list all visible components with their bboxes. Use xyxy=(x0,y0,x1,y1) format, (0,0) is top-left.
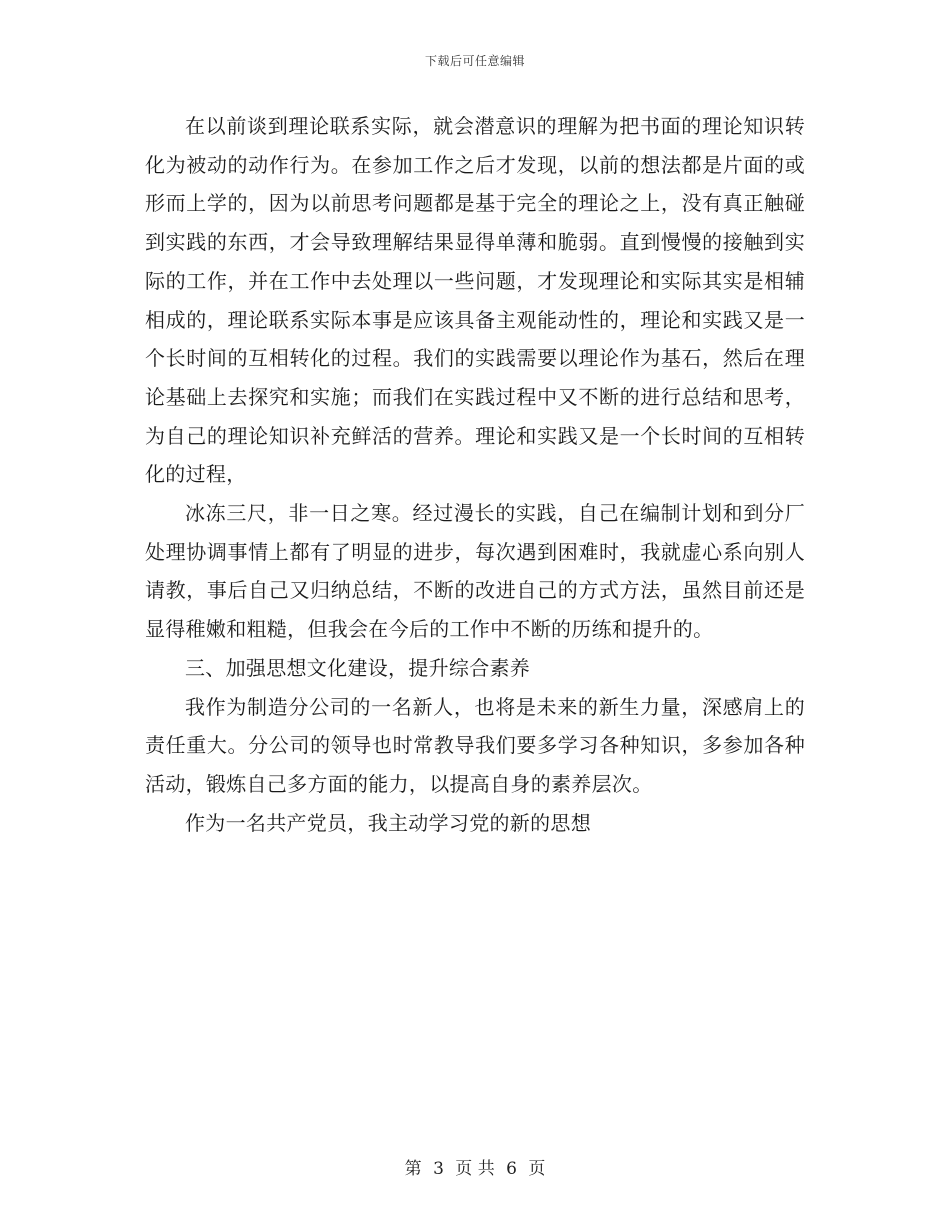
footer-suffix: 页 xyxy=(528,1159,546,1179)
page-number: 3 xyxy=(433,1159,444,1179)
footer-prefix: 第 xyxy=(404,1159,422,1179)
footer-middle: 页 共 xyxy=(455,1159,495,1179)
document-body xyxy=(145,107,805,842)
section-heading: 三、加强思想文化建设，提升综合素养 xyxy=(185,655,531,680)
paragraph-responsibility: 我作为制造分公司的一名新人，也将是未来的新生力量，深感肩上的责任重大。分公司的领导也时常教导我们要多学习各种知识，多参加各种活动，锻炼自己多方面的能力，以提高自身的素养层次。 xyxy=(145,694,805,796)
paragraph-theory-practice: 在以前谈到理论联系实际，就会潜意识的理解为把书面的理论知识转化为被动的动作行为。在参加工作之后才发现，以前的想法都是片面的或形而上学的，因为以前思考问题都是基于完全的理论之上，没有真正触碰到实践的东西，才会导致理解结果显得单薄和脆弱。直到慢慢的接触到实际的工作，并在工作中去处理以一些问题，才发现理论和实际其实是相辅相成的，理论联系实际本事是应该具备主观能动性的，理论和实践又是一个长时间的互相转化的过程。我们的实践需要以理论作为基石，然后在理论基础上去探究和实施；而我们在实践过程中又不断的进行总结和思考，为自己的理论知识补充鲜活的营养。理论和实践又是一个长时间的互相转化的过程， xyxy=(145,114,805,487)
page-footer xyxy=(0,1154,950,1179)
page-header: 下载后可任意编辑 xyxy=(424,54,525,68)
page-total: 6 xyxy=(506,1159,517,1179)
paragraph-party-member: 作为一名共产党员，我主动学习党的新的思想 xyxy=(185,810,591,835)
paragraph-experience: 冰冻三尺，非一日之寒。经过漫长的实践，自己在编制计划和到分厂处理协调事情上都有了明显的进步，每次遇到困难时，我就虚心系向别人请教，事后自己又归纳总结，不断的改进自己的方式方法，虽然目前还是显得稚嫩和粗糙，但我会在今后的工作中不断的历练和提升的。 xyxy=(145,501,805,642)
